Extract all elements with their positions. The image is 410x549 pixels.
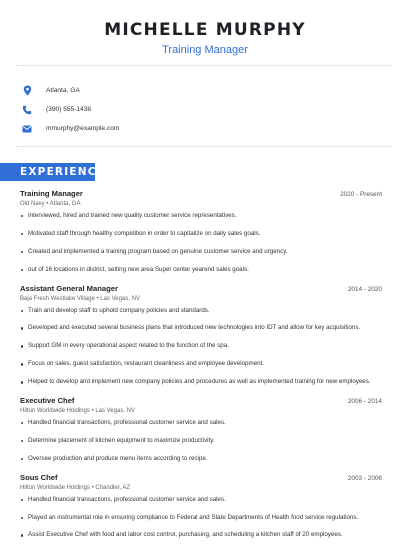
- contact-list: [20, 81, 119, 138]
- job-title: Assistant General Manager: [20, 283, 118, 293]
- job-dates: 2006 - 2014: [347, 398, 382, 406]
- job-bullet: Focus on sales, guest satisfaction, restaurant cleanliness and employee development.: [20, 360, 382, 368]
- job-title: Executive Chef: [20, 396, 75, 406]
- contact-phone: [20, 100, 119, 119]
- job-company-location: Baja Fresh Westlake Village • Las Vegas, NV: [20, 295, 140, 302]
- phone-icon: [20, 103, 34, 117]
- contact-phone-text: (390) 555-1438: [46, 106, 92, 113]
- job-entry: [20, 396, 382, 463]
- job-title: Sous Chef: [20, 472, 58, 482]
- job-entry: [20, 473, 382, 540]
- resume-header: [0, 0, 410, 57]
- divider-bottom: [16, 146, 392, 147]
- job-bullets: [20, 307, 382, 387]
- candidate-name: MICHELLE MURPHY: [104, 20, 306, 40]
- job-bullet: Handled financial transactions, professional customer service and sales.: [20, 419, 382, 427]
- job-bullet: Determine placement of kitchen equipment to maximize productivity.: [20, 437, 382, 445]
- job-bullet: Interviewed, hired and trained new quality customer service representatives.: [20, 212, 382, 220]
- job-dates: 2020 - Present: [340, 191, 382, 198]
- divider-top: [16, 65, 392, 66]
- job-bullet: Developed and executed several business plans that introduced new technologies into IDT and allow for key acquisitions.: [20, 324, 382, 332]
- job-bullet: Helped to develop and implement new company policies and procedures as well as implemented training for new employees.: [20, 378, 382, 386]
- job-company-location: Hilton Worldwide Holdings • Chandler, AZ: [20, 484, 131, 491]
- job-bullet: Support GM in every operational aspect related to the function of the spa.: [20, 342, 382, 350]
- experience-list: [20, 189, 382, 549]
- job-company-location: Old Navy • Atlanta, GA: [20, 201, 81, 207]
- job-bullet: Created and implemented a training program based on genuine customer service and urgency.: [20, 248, 382, 256]
- job-bullet: Played an instrumental role in ensuring compliance to Federal and State Departments of Health food service regulations.: [20, 514, 382, 522]
- contact-email: [20, 119, 119, 138]
- job-title-heading: Training Manager: [162, 44, 248, 56]
- job-bullets: [20, 419, 382, 463]
- job-bullets: [20, 212, 382, 274]
- location-pin-icon: [20, 84, 34, 98]
- job-entry: [20, 284, 382, 387]
- experience-heading: EXPERIENCE: [0, 163, 95, 181]
- job-bullet: Oversee production and produce menu items according to recipe.: [20, 455, 382, 463]
- job-dates: 2014 - 2020: [347, 285, 382, 293]
- job-entry: [20, 189, 382, 274]
- job-bullet: Motivated staff through healthy competition in order to capitalize on daily sales goals.: [20, 230, 382, 238]
- job-bullet: Train and develop staff to uphold company policies and standards.: [20, 307, 382, 315]
- job-bullet: Handled financial transactions, professional customer service and sales.: [20, 496, 382, 504]
- job-dates: 2003 - 2006: [347, 474, 382, 482]
- contact-location: [20, 81, 119, 100]
- email-icon: [20, 122, 34, 136]
- job-bullet: Assist Executive Chef with food and labor cost control, purchasing, and scheduling a kitchen staff of 20 employees.: [20, 531, 382, 539]
- job-company-location: Hilton Worldwide Holdings • Las Vegas, NV: [20, 408, 136, 415]
- contact-location-text: Atlanta, GA: [46, 87, 80, 94]
- contact-email-text: mmurphy@example.com: [46, 125, 120, 132]
- job-bullets: [20, 496, 382, 540]
- job-title: Training Manager: [20, 189, 83, 198]
- job-bullet: out of 16 locations in district, setting new area Super center yearend sales goals.: [20, 266, 382, 274]
